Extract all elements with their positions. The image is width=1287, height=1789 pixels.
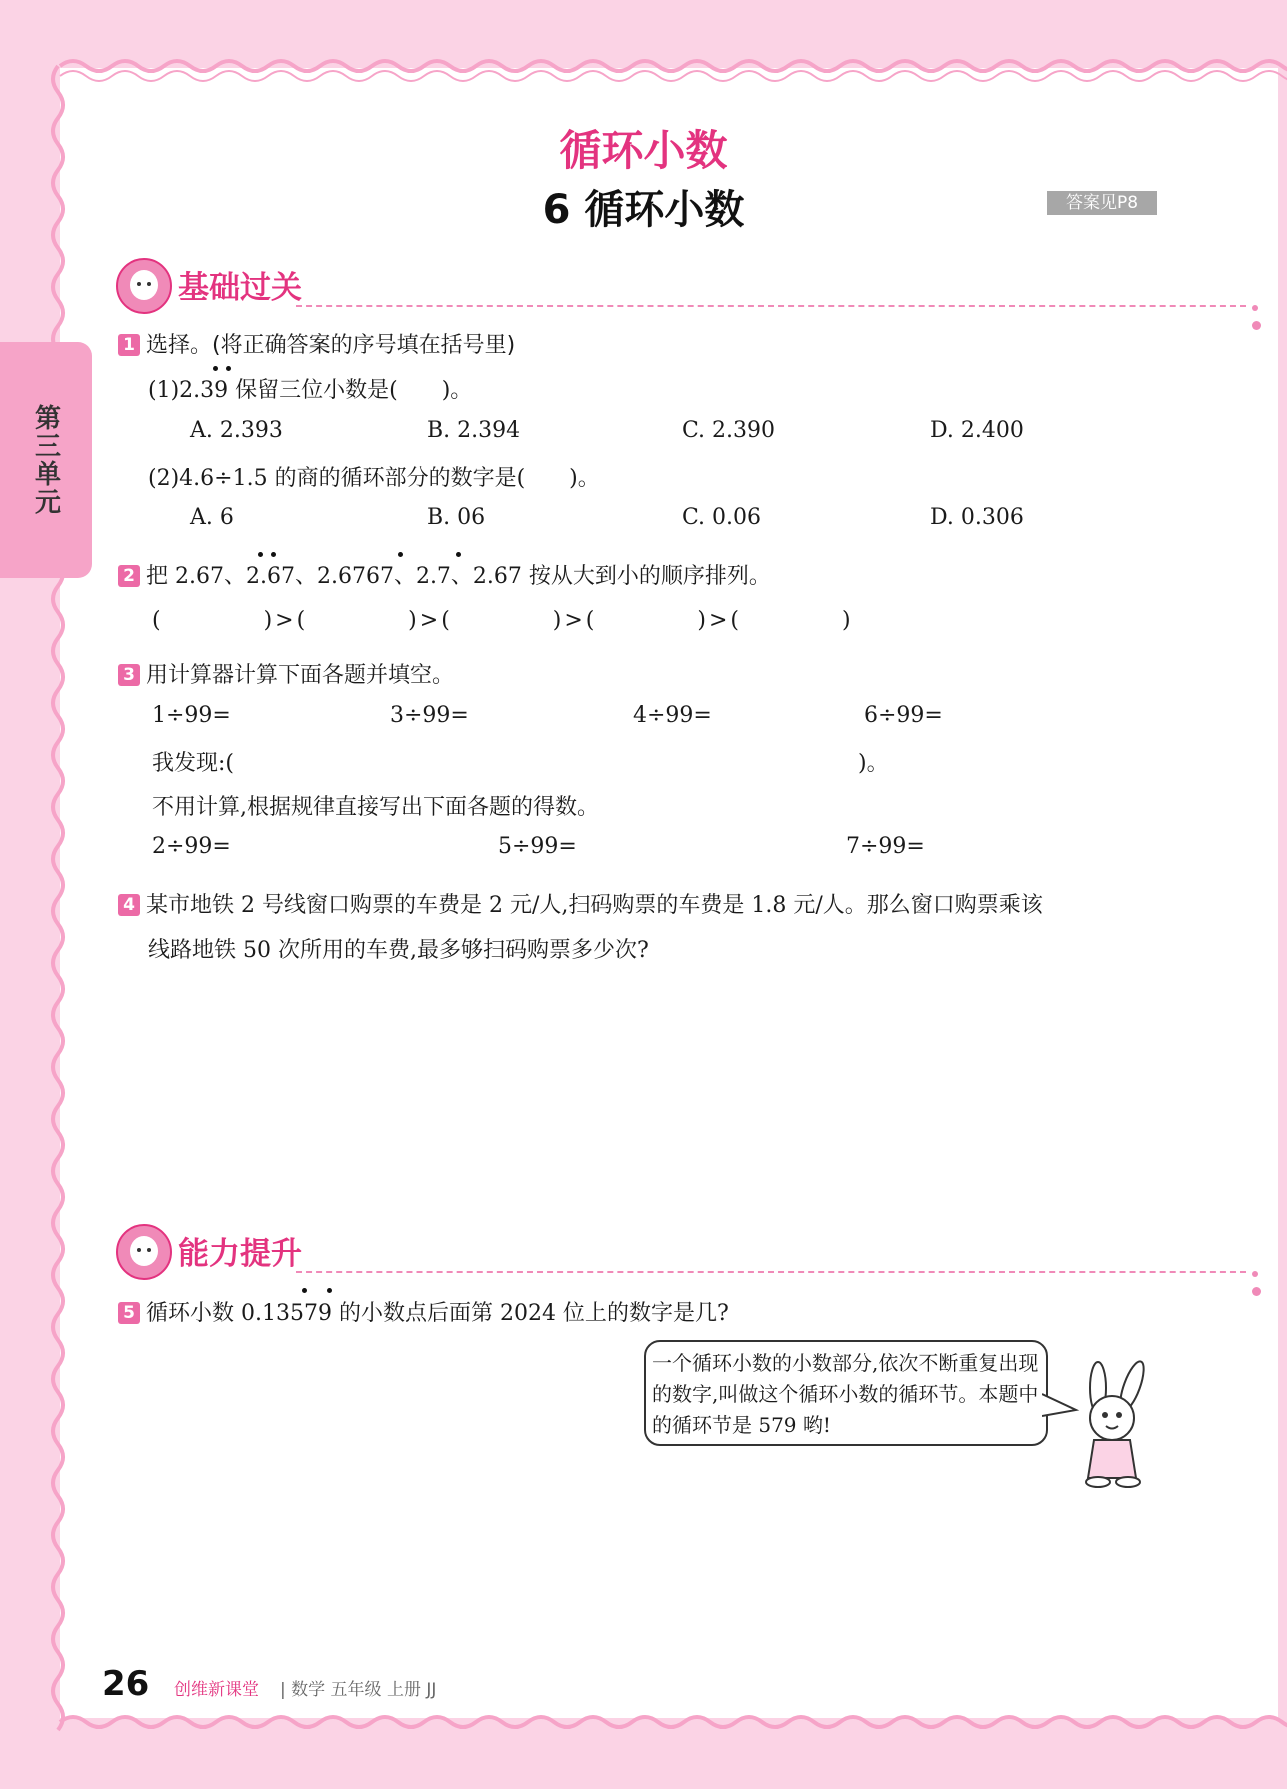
question-3 [118,658,454,689]
answer-blanks[interactable]: ( )>( )>( )>( )>( ) [152,608,854,633]
unit-side-tab [0,342,92,578]
question-stem-line-2: 线路地铁 50 次所用的车费,最多够扫码购票多少次? [148,938,649,963]
section-divider [296,1271,1246,1273]
mascot-icon [116,1224,172,1280]
unit-side-tab-label: 第三单元 [30,404,61,516]
option: A. 2.393 [190,418,283,443]
repeat-dot [271,552,276,557]
question-number-badge: 3 [118,664,140,686]
option: B. 2.394 [427,418,521,443]
section-title-basic: 基础过关 [178,270,302,306]
repeat-dot [456,552,461,557]
question-number-badge: 2 [118,565,140,587]
option: C. 0.06 [682,505,762,530]
footer-brand: 创维新课堂 [174,1680,259,1700]
question-stem: 用计算器计算下面各题并填空。 [146,663,455,688]
footer-info: | 数学 五年级 上册 JJ [280,1680,437,1700]
lesson-title: 6 循环小数 [542,187,745,233]
decorative-dots-icon [1252,1262,1263,1300]
question-number-badge: 1 [118,334,140,356]
question-number-badge: 4 [118,894,140,916]
question-1-part-1: (1)2.39 保留三位小数是( )。 [148,378,473,403]
discover-label: 我发现:( [152,751,234,776]
section-divider [296,305,1246,307]
mascot-icon [116,258,172,314]
section-title-advanced: 能力提升 [178,1236,302,1272]
option: B. 06 [427,505,486,530]
option: D. 2.400 [930,418,1024,443]
repeat-dot [327,1288,332,1293]
decorative-dots-icon [1252,296,1263,334]
question-1-part-2: (2)4.6÷1.5 的商的循环部分的数字是( )。 [148,466,600,491]
rabbit-mascot-icon [1070,1360,1170,1490]
question-stem-line-1: 某市地铁 2 号线窗口购票的车费是 2 元/人,扫码购票的车费是 1.8 元/人。那么窗口购票乘该 [146,893,1043,918]
section-header-advanced [116,1224,1176,1284]
unit-title: 循环小数 [559,126,728,175]
equation: 3÷99= [390,703,469,728]
discover-close: )。 [858,751,889,776]
equation: 1÷99= [152,703,231,728]
repeat-dot [302,1288,307,1293]
repeat-dot [226,366,231,371]
equation: 4÷99= [633,703,712,728]
question-stem: 循环小数 0.13579 的小数点后面第 2024 位上的数字是几? [146,1301,729,1326]
question-stem: 把 2.67、2.67、2.6767、2.7、2.67 按从大到小的顺序排列。 [146,564,771,589]
question-stem: 选择。(将正确答案的序号填在括号里) [146,333,516,358]
option: C. 2.390 [682,418,776,443]
hint-text: 一个循环小数的小数部分,依次不断重复出现的数字,叫做这个循环小数的循环节。本题中的循环节是 579 哟! [652,1351,1039,1437]
answer-reference-badge: 答案见P8 [1047,191,1157,215]
repeat-dot [398,552,403,557]
question-2 [118,559,771,590]
repeat-dot [258,552,263,557]
repeat-dot [213,366,218,371]
option: A. 6 [190,505,234,530]
question-5 [118,1296,729,1327]
question-1 [118,328,515,359]
page-number: 26 [102,1664,150,1704]
question-4 [118,888,1043,919]
option: D. 0.306 [930,505,1024,530]
wave-bottom [60,1717,1287,1727]
equation: 6÷99= [864,703,943,728]
instruction: 不用计算,根据规律直接写出下面各题的得数。 [152,795,599,820]
question-number-badge: 5 [118,1302,140,1324]
section-header-basic [116,258,1176,318]
equation: 2÷99= [152,834,231,859]
equation: 7÷99= [846,834,925,859]
equation: 5÷99= [498,834,577,859]
